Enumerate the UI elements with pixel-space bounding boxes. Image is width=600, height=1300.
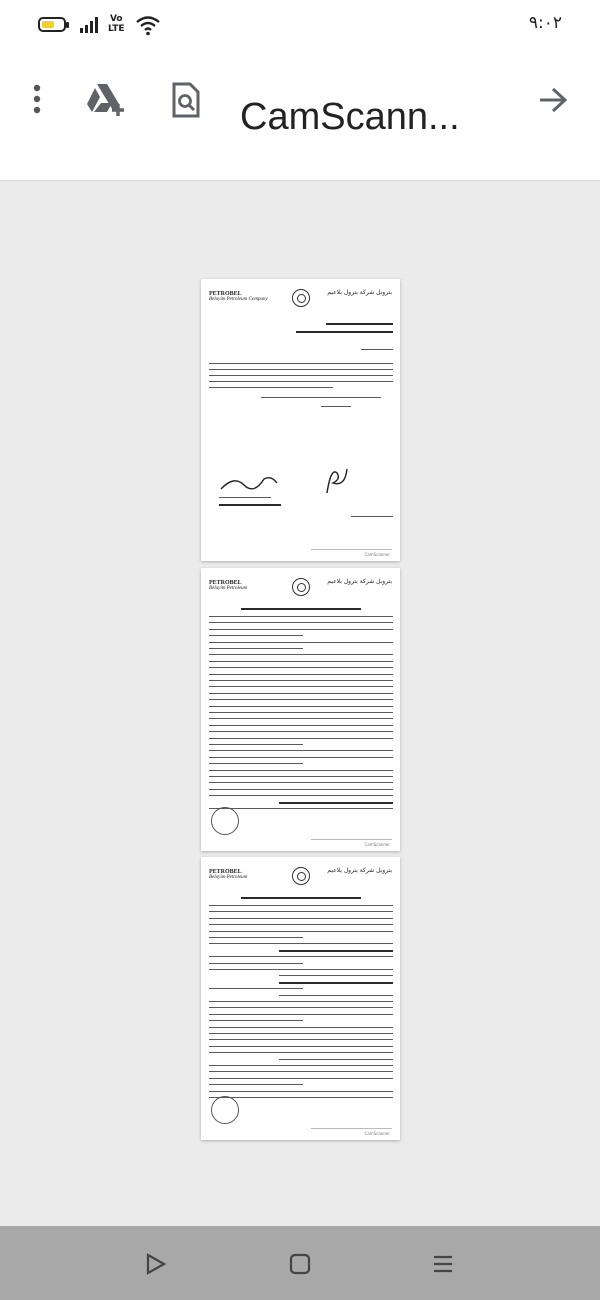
text-line [261, 397, 381, 398]
text-line [209, 757, 393, 758]
text-line [209, 1033, 393, 1034]
text-line [209, 635, 303, 636]
text-line [209, 1084, 303, 1085]
text-line [209, 918, 393, 919]
text-line [321, 406, 351, 407]
text-line [351, 516, 393, 517]
text-line [209, 693, 393, 694]
text-line [209, 1014, 393, 1015]
more-vert-icon[interactable] [26, 82, 48, 116]
text-line [279, 982, 393, 984]
text-line [296, 331, 393, 333]
text-line [209, 712, 393, 713]
status-bar [0, 0, 600, 52]
text-line [241, 608, 361, 610]
text-line [209, 680, 393, 681]
text-line [219, 497, 271, 498]
company-arabic-name: بتروبل شركة بترول بلاعيم [327, 867, 392, 874]
text-line [209, 943, 393, 944]
letterhead [201, 857, 400, 893]
text-line [209, 963, 303, 964]
text-line [209, 725, 393, 726]
company-arabic-name: بتروبل شركة بترول بلاعيم [327, 289, 392, 296]
text-line [209, 686, 393, 687]
text-line [209, 782, 393, 783]
text-line [209, 744, 303, 745]
text-line [209, 1052, 393, 1053]
text-line [209, 642, 393, 643]
text-line [209, 969, 393, 970]
volte-indicator: Vo LTE [108, 14, 125, 34]
text-line [209, 905, 393, 906]
battery-icon [38, 17, 66, 32]
system-navigation-bar [0, 1226, 600, 1300]
text-line [209, 661, 393, 662]
text-line [241, 897, 361, 899]
text-line [209, 763, 303, 764]
text-line [209, 654, 393, 655]
company-latin-name: PETROBEL Belayim Petroleum [209, 869, 248, 880]
text-line [279, 1059, 393, 1060]
company-arabic-name: بتروبل شركة بترول بلاعيم [327, 578, 392, 585]
text-line [209, 956, 393, 957]
text-line [209, 1027, 393, 1028]
text-line [209, 1007, 393, 1008]
footer-divider [311, 839, 392, 840]
letterhead [201, 568, 400, 604]
text-line [279, 950, 393, 952]
text-line [279, 802, 393, 804]
text-line [209, 924, 393, 925]
text-line [209, 363, 393, 364]
text-line [209, 931, 393, 932]
text-line [209, 706, 393, 707]
forward-arrow-icon[interactable] [536, 84, 570, 116]
signal-strength-icon [80, 17, 104, 33]
scanned-page[interactable] [201, 568, 400, 851]
text-line [209, 648, 303, 649]
text-line [326, 323, 393, 325]
text-line [209, 770, 393, 771]
text-line [209, 387, 333, 388]
text-line [209, 1071, 393, 1072]
status-clock: ٩:٠٢ [528, 13, 562, 33]
back-triangle-icon[interactable] [138, 1246, 174, 1282]
scanner-watermark: CamScanner [364, 1131, 390, 1136]
find-in-page-icon[interactable] [168, 80, 204, 120]
footer-divider [311, 549, 392, 550]
add-to-drive-icon[interactable] [84, 80, 128, 120]
text-line [209, 911, 393, 912]
text-line [209, 750, 393, 751]
text-line [209, 667, 393, 668]
text-line [209, 1065, 393, 1066]
text-line [209, 1039, 393, 1040]
text-line [209, 1046, 393, 1047]
text-line [209, 808, 393, 809]
viewer-toolbar [0, 52, 600, 181]
official-stamp-icon [211, 807, 239, 835]
text-line [209, 795, 393, 796]
scanned-page[interactable] [201, 279, 400, 561]
signature-icon [321, 463, 351, 497]
scanner-watermark: CamScanner [364, 552, 390, 557]
text-line [209, 1097, 393, 1098]
scanner-watermark: CamScanner [364, 842, 390, 847]
text-line [209, 1020, 303, 1021]
text-line [209, 776, 393, 777]
text-line [209, 381, 393, 382]
company-latin-name: PETROBEL Belayim Petroleum Company [209, 291, 268, 302]
text-line [209, 1001, 393, 1002]
text-line [209, 731, 393, 732]
company-latin-name: PETROBEL Belayim Petroleum [209, 580, 248, 591]
text-line [279, 995, 393, 996]
text-line [209, 1091, 393, 1092]
document-title: CamScann... [240, 96, 460, 138]
recents-lines-icon[interactable] [425, 1246, 461, 1282]
company-emblem-icon [292, 578, 310, 596]
signature-icon [219, 471, 279, 493]
text-line [209, 1078, 393, 1079]
text-line [209, 629, 393, 630]
scanned-page[interactable] [201, 857, 400, 1140]
text-line [279, 975, 393, 976]
text-line [209, 718, 393, 719]
official-stamp-icon [211, 1096, 239, 1124]
text-line [209, 789, 393, 790]
company-emblem-icon [292, 867, 310, 885]
text-line [209, 699, 393, 700]
text-line [361, 349, 393, 350]
text-line [209, 375, 393, 376]
text-line [209, 738, 393, 739]
home-square-icon[interactable] [282, 1246, 318, 1282]
footer-divider [311, 1128, 392, 1129]
text-line [209, 622, 393, 623]
text-line [209, 616, 393, 617]
text-line [209, 369, 393, 370]
text-line [209, 988, 303, 989]
wifi-icon [135, 14, 161, 36]
letterhead [201, 279, 400, 315]
text-line [209, 674, 393, 675]
company-emblem-icon [292, 289, 310, 307]
text-line [209, 937, 303, 938]
text-line [219, 504, 281, 506]
